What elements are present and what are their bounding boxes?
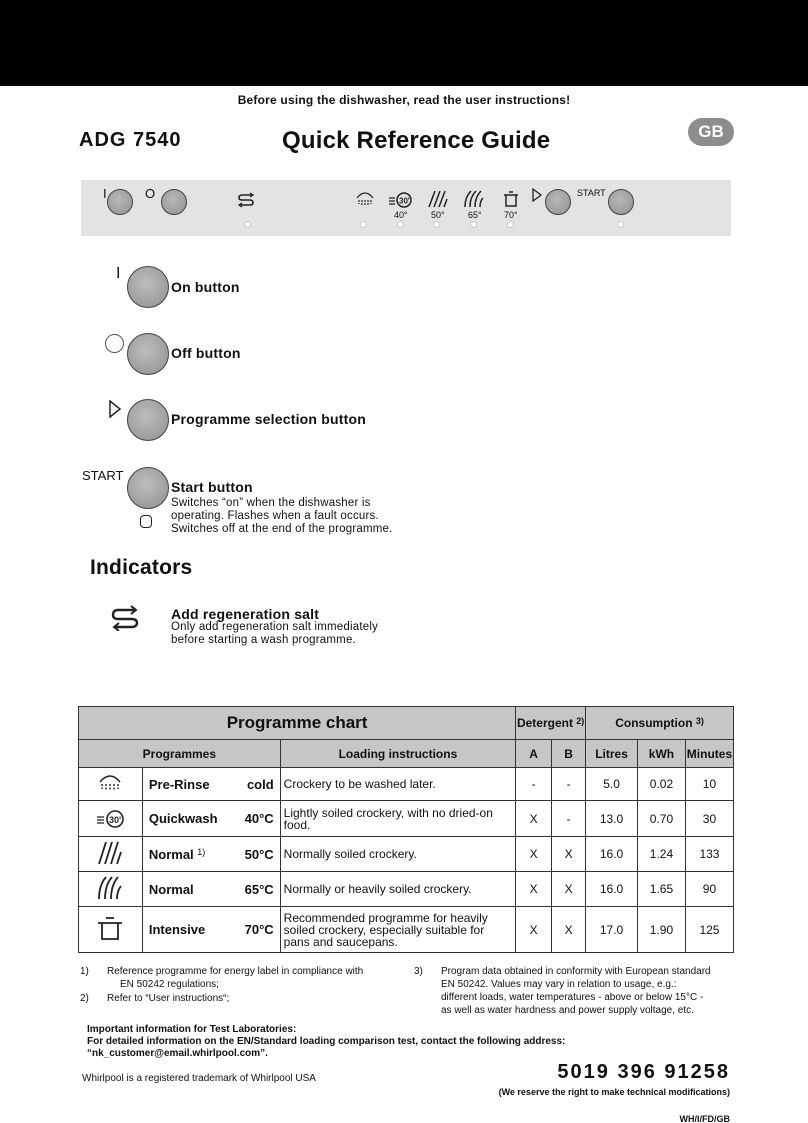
prerinse-led <box>360 221 367 228</box>
programme-triangle-icon <box>108 400 122 423</box>
normal65-icon <box>96 875 124 901</box>
b-cell: X <box>552 872 586 907</box>
trademark-text: Whirlpool is a registered trademark of Whirlpool USA <box>82 1073 316 1084</box>
normal65-led <box>470 221 477 228</box>
intensive-led <box>507 221 514 228</box>
salt-icon <box>237 192 255 211</box>
temp-50: 50° <box>431 210 445 220</box>
start-button-label: Start button <box>171 479 253 495</box>
prerinse-icon <box>96 772 124 794</box>
kwh-header: kWh <box>638 740 686 768</box>
panel-on-button[interactable] <box>107 189 133 215</box>
footnote-3-line-2: EN 50242. Values may vary in relation to usage, e.g.: <box>441 979 677 990</box>
footnote-3-mark: 3) <box>414 966 423 977</box>
svg-text:30': 30' <box>109 815 122 825</box>
litres-cell: 17.0 <box>586 907 638 953</box>
footnote-1-mark: 1) <box>80 966 89 977</box>
panel-programme-button[interactable] <box>545 189 571 215</box>
programme-name: Intensive <box>148 922 206 937</box>
litres-cell: 16.0 <box>586 872 638 907</box>
chart-title: Programme chart <box>79 707 516 740</box>
a-cell: X <box>516 801 552 837</box>
b-cell: - <box>552 801 586 837</box>
intensive-icon-cell <box>79 907 143 953</box>
litres-cell: 16.0 <box>586 837 638 872</box>
model-number: ADG 7540 <box>79 129 182 151</box>
programme-name: Normal <box>148 881 194 897</box>
table-row <box>79 872 734 907</box>
loading-cell: Recommended programme for heavily soiled crockery, especially suitable for pans and saucepans. <box>280 907 515 953</box>
edition-code: WH/I/FD/GB <box>679 1114 730 1123</box>
loading-cell: Crockery to be washed later. <box>280 768 515 801</box>
salt-label: Add regeneration salt <box>171 606 320 622</box>
litres-cell: 13.0 <box>586 801 638 837</box>
temp-70: 70° <box>504 210 518 220</box>
programme-temp: 40°C <box>244 811 274 826</box>
panel-start-button[interactable] <box>608 189 634 215</box>
document-code: 5019 396 91258 <box>557 1061 730 1083</box>
quickwash-icon <box>95 806 125 828</box>
prerinse-icon-cell <box>79 768 143 801</box>
programme-note: 1) <box>197 846 206 857</box>
normal65-icon-cell <box>79 872 143 907</box>
footnote-3-line-3: different loads, water temperatures - above or below 15°C - <box>441 992 704 1003</box>
programme-temp: 65°C <box>244 881 274 897</box>
control-panel <box>81 180 731 236</box>
salt-description-line-2: before starting a wash programme. <box>171 634 356 646</box>
on-button[interactable] <box>127 266 169 308</box>
kwh-cell: 1.65 <box>638 872 686 907</box>
table-row <box>79 801 734 837</box>
on-symbol-large: I <box>116 265 121 282</box>
notice-text: Before using the dishwasher, read the user instructions! <box>237 93 571 107</box>
normal50-icon <box>96 840 124 866</box>
start-description-line-1: Switches “on” when the dishwasher is <box>171 497 371 509</box>
table-row <box>79 837 734 872</box>
programme-temp: 50°C <box>244 846 274 862</box>
programme-button[interactable] <box>127 399 169 441</box>
lab-info-line-3: “nk_customer@email.whirlpool.com”. <box>87 1048 268 1059</box>
a-cell: X <box>516 907 552 953</box>
a-cell: X <box>516 872 552 907</box>
b-cell: X <box>552 837 586 872</box>
quickwash-icon <box>387 188 413 211</box>
programme-name: Normal <box>148 846 194 862</box>
programme-chart <box>78 706 734 953</box>
page-title: Quick Reference Guide <box>282 127 551 154</box>
programmes-header: Programmes <box>79 740 281 768</box>
off-button-label: Off button <box>171 345 241 361</box>
programme-temp: 70°C <box>244 922 274 937</box>
kwh-cell: 0.02 <box>638 768 686 801</box>
temp-65: 65° <box>468 210 482 220</box>
start-led-icon <box>140 515 152 528</box>
temp-40: 40° <box>394 210 408 220</box>
country-badge: GB <box>688 118 734 146</box>
salt-description-line-1: Only add regeneration salt immediately <box>171 621 379 633</box>
kwh-cell: 1.24 <box>638 837 686 872</box>
minutes-cell: 90 <box>685 872 733 907</box>
b-cell: X <box>552 907 586 953</box>
reserve-notice: (We reserve the right to make technical modifications) <box>498 1087 730 1097</box>
detergent-header: Detergent $^{2)}$ <box>516 707 586 740</box>
salt-led <box>244 221 251 228</box>
minutes-cell: 133 <box>685 837 733 872</box>
intensive-icon <box>97 915 123 941</box>
quickwash-led <box>397 221 404 228</box>
loading-cell: Normally or heavily soiled crockery. <box>280 872 515 907</box>
play-triangle-icon <box>531 188 543 205</box>
footnote-2: Refer to “User instructions“; <box>107 993 230 1004</box>
kwh-cell: 0.70 <box>638 801 686 837</box>
salt-indicator-icon <box>109 605 141 636</box>
lab-info-line-1: Important information for Test Laboratories: <box>87 1024 297 1035</box>
prerinse-icon <box>354 190 376 211</box>
litres-header: Litres <box>586 740 638 768</box>
indicators-heading: Indicators <box>90 556 193 579</box>
normal65-icon <box>463 189 485 212</box>
off-button[interactable] <box>127 333 169 375</box>
minutes-header: Minutes <box>685 740 733 768</box>
footnote-1-line-1: Reference programme for energy label in compliance with <box>107 966 364 977</box>
start-text: START <box>577 188 606 198</box>
off-symbol-circle-icon <box>105 334 124 353</box>
normal50-icon-cell <box>79 837 143 872</box>
programme-button-label: Programme selection button <box>171 411 367 427</box>
programme-temp: cold <box>246 776 274 792</box>
loading-header: Loading instructions <box>280 740 515 768</box>
quickwash-icon-cell <box>79 801 143 837</box>
on-button-label: On button <box>171 279 240 295</box>
footnote-3-line-4: as well as water hardness and power supply voltage, etc. <box>441 1005 694 1016</box>
footnote-3-line-1: Program data obtained in conformity with European standard <box>441 966 711 977</box>
svg-text:30': 30' <box>399 196 410 206</box>
b-header: B <box>552 740 586 768</box>
panel-off-button[interactable] <box>161 189 187 215</box>
loading-cell: Lightly soiled crockery, with no dried-on food. <box>280 801 515 837</box>
a-cell: - <box>516 768 552 801</box>
a-cell: X <box>516 837 552 872</box>
minutes-cell: 30 <box>685 801 733 837</box>
on-symbol: I <box>103 186 107 201</box>
programme-name: Quickwash <box>148 811 218 826</box>
footnote-2-mark: 2) <box>80 993 89 1004</box>
intensive-icon <box>503 190 519 211</box>
start-description-line-3: Switches off at the end of the programme. <box>171 523 393 535</box>
minutes-cell: 10 <box>685 768 733 801</box>
footnote-1-line-2: EN 50242 regulations; <box>120 979 219 990</box>
programme-name: Pre-Rinse <box>148 776 210 792</box>
lab-info-line-2: For detailed information on the EN/Standard loading comparison test, contact the following address: <box>87 1036 566 1047</box>
consumption-header: Consumption $^{3)}$ <box>586 707 734 740</box>
loading-cell: Normally soiled crockery. <box>280 837 515 872</box>
table-row <box>79 907 734 953</box>
off-symbol: O <box>145 186 156 201</box>
minutes-cell: 125 <box>685 907 733 953</box>
start-button[interactable] <box>127 467 169 509</box>
a-header: A <box>516 740 552 768</box>
top-black-bar <box>0 0 808 86</box>
table-row <box>79 768 734 801</box>
start-led <box>617 221 624 228</box>
start-description-line-2: operating. Flashes when a fault occurs. <box>171 510 379 522</box>
normal50-led <box>433 221 440 228</box>
b-cell: - <box>552 768 586 801</box>
kwh-cell: 1.90 <box>638 907 686 953</box>
litres-cell: 5.0 <box>586 768 638 801</box>
start-symbol: START <box>82 468 124 483</box>
normal50-icon <box>427 189 449 212</box>
